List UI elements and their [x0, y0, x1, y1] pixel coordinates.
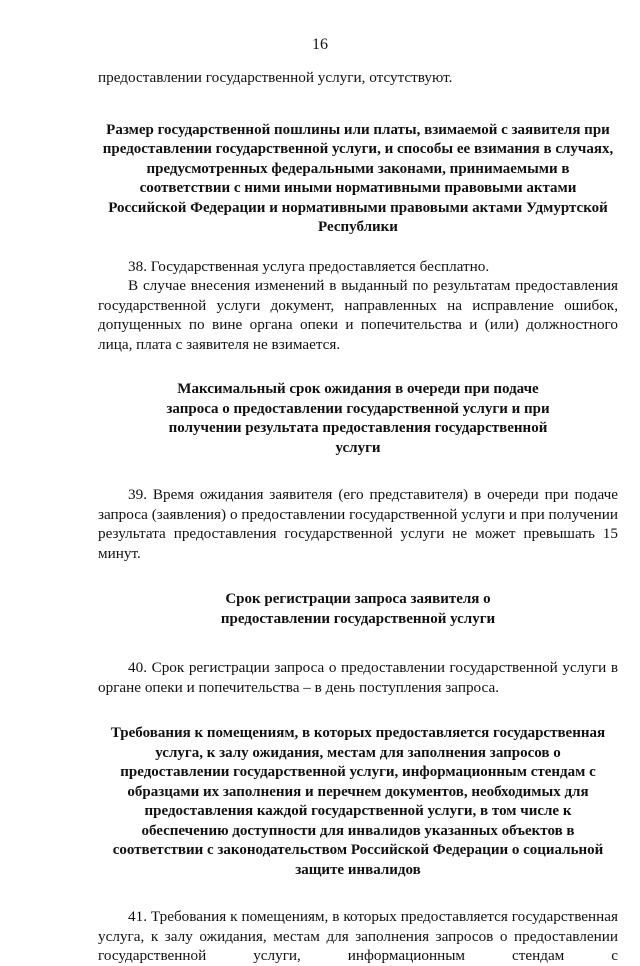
page-content: [98, 68, 618, 966]
paragraph-intro-tail: предоставлении государственной услуги, отсутствуют.: [98, 69, 453, 86]
paragraph-item-41: 41. Требования к помещениям, в которых предоставляется государственная услуга, к залу ожидания, местам для заполнения запросов о предоставлении государственной услуги, информационным стендам с: [98, 908, 618, 964]
section-heading-wait: Максимальный срок ожидания в очереди при подаче запроса о предоставлении государственной услуги и при получении результата предоставления государственной услуги: [166, 381, 550, 456]
paragraph-item-39: 39. Время ожидания заявителя (его представителя) в очереди при подаче запроса (заявления) о предоставлении государственной услуги и при получении результата предоставления государственной услуги не может превышать 15 минут.: [98, 486, 618, 562]
section-heading-fee: Размер государственной пошлины или платы, взимаемой с заявителя при предоставлении государственной услуги, и способы ее взимания в случаях, предусмотренных федеральными законами, принимаемыми в соответствии с ними иными нормативными правовыми актами Российской Федерации и нормативными правовыми актами Удмуртской Республики: [102, 121, 614, 235]
paragraph-item-40: 40. Срок регистрации запроса о предоставлении государственной услуги в органе опеки и попечительства – в день поступления запроса.: [98, 659, 618, 696]
section-heading-registration: Срок регистрации запроса заявителя о предоставлении государственной услуги: [220, 591, 496, 627]
paragraph-item-38-cont: В случае внесения изменений в выданный по результатам предоставления государственной услуги документ, направленных на исправление ошибок, допущенных по вине органа опеки и попечительства и (или) должностного лица, плата с заявителя не взимается.: [98, 277, 618, 353]
paragraph-item-38: 38. Государственная услуга предоставляется бесплатно.: [128, 257, 490, 275]
section-heading-premises: Требования к помещениям, в которых предоставляется государственная услуга, к залу ожидания, местам для заполнения запросов о предоставлении государственной услуги, информационным стендам с образцами их заполнения и перечнем документов, необходимых для предоставления каждой государственной услуги, в том числе к обеспечению доступности для инвалидов указанных объектов в соответствии с законодательством Российской Федерации о социальной защите инвалидов: [110, 725, 606, 878]
page-number: 16: [312, 36, 328, 53]
